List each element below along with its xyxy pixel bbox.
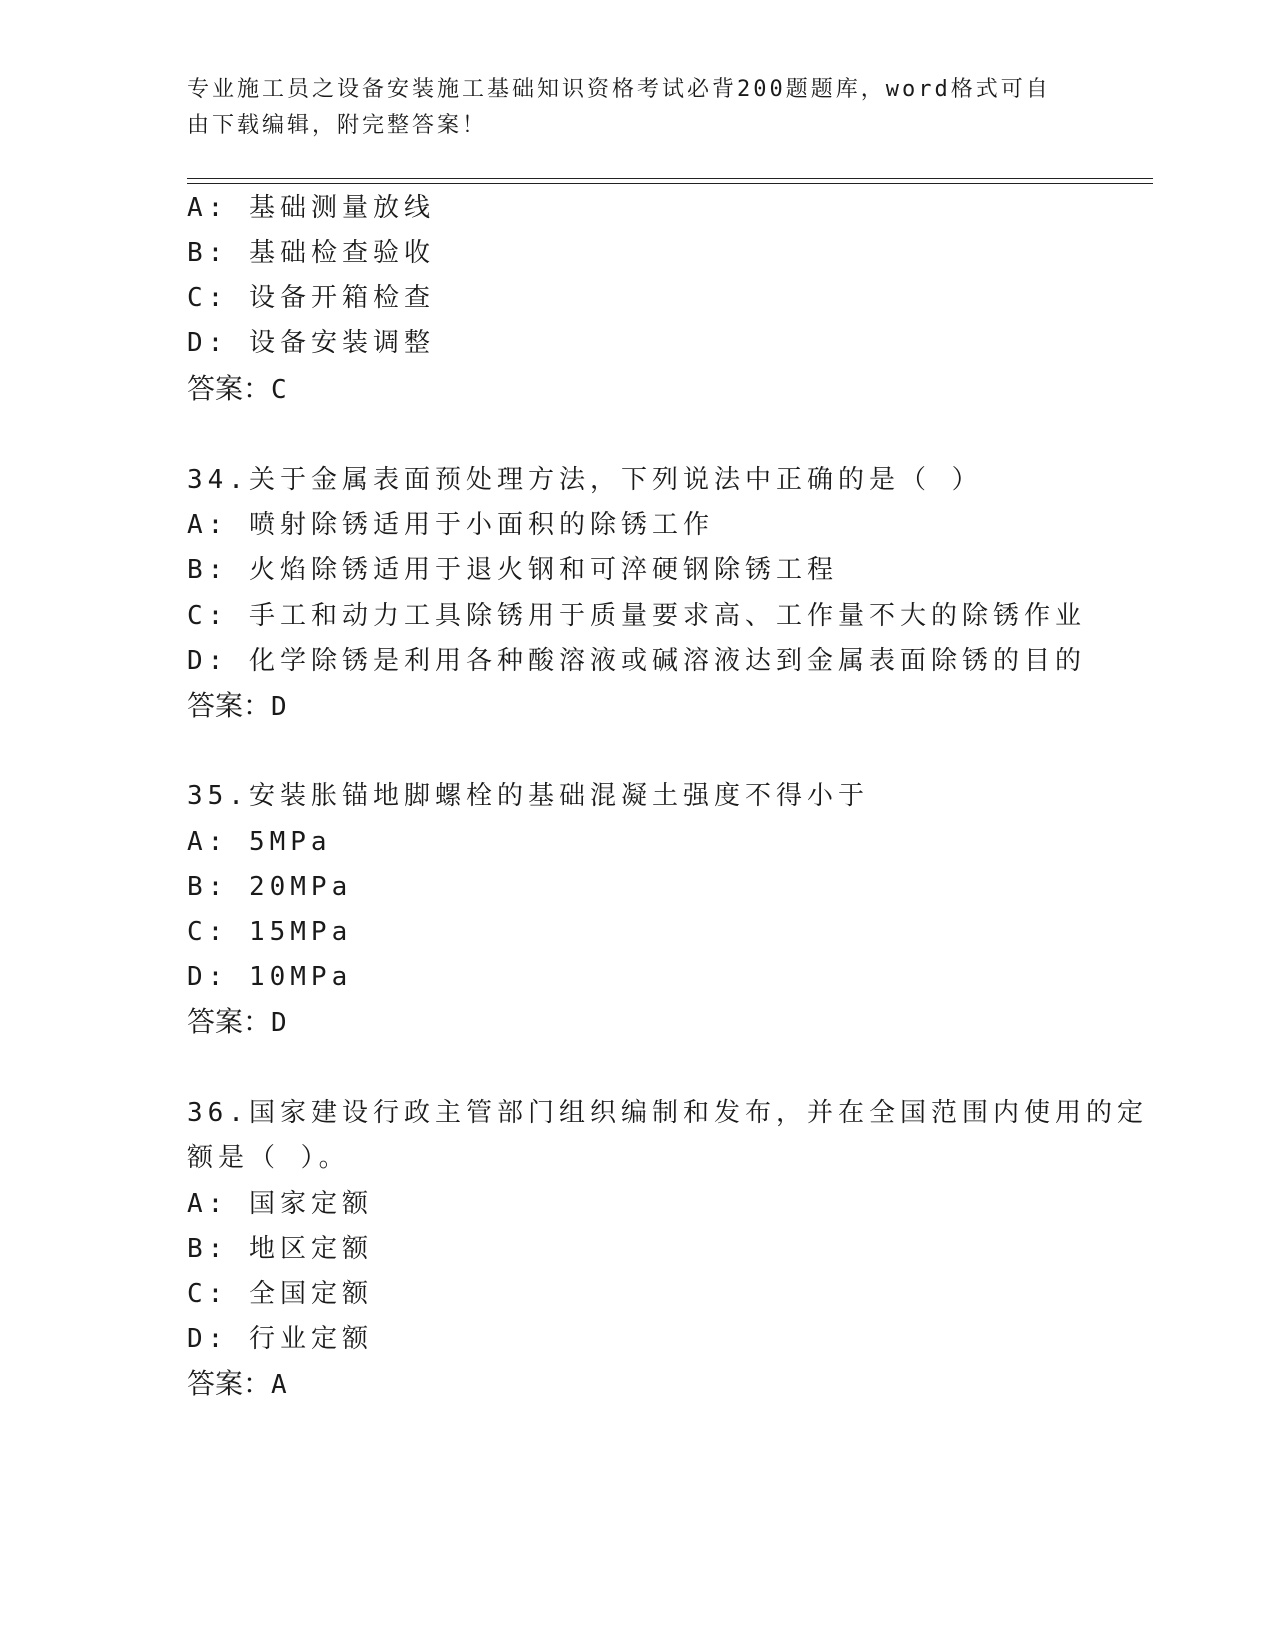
q36-answer [187, 1368, 287, 1401]
q35-option-d: D: 10MPa [187, 962, 353, 992]
answer-value: D [271, 1008, 287, 1038]
q33-option-c: C: 设备开箱检查 [187, 283, 435, 313]
q36-option-b: B: 地区定额 [187, 1234, 373, 1264]
answer-label: 答案： [187, 689, 272, 722]
q34-option-b: B: 火焰除锈适用于退火钢和可淬硬钢除锈工程 [187, 555, 838, 585]
answer-value: D [271, 692, 287, 722]
q36-question-line2: 额是（ ）。 [187, 1143, 350, 1173]
q34-answer [187, 690, 287, 723]
q34-option-c: C: 手工和动力工具除锈用于质量要求高、工作量不大的除锈作业 [187, 601, 1086, 631]
document-header: 专业施工员之设备安装施工基础知识资格考试必背200题题库，word格式可自由下载编辑，附完整答案！ [187, 77, 1051, 138]
q33-option-a: A: 基础测量放线 [187, 193, 435, 223]
answer-label: 答案： [187, 372, 272, 405]
q35-option-c: C: 15MPa [187, 917, 353, 947]
q33-answer [187, 373, 287, 406]
answer-value: A [271, 1370, 287, 1400]
q35-question: 35.安装胀锚地脚螺栓的基础混凝土强度不得小于 [187, 781, 869, 811]
q34-option-d: D: 化学除锈是利用各种酸溶液或碱溶液达到金属表面除锈的目的 [187, 646, 1086, 676]
header-divider-top [187, 178, 1153, 179]
q36-option-a: A: 国家定额 [187, 1189, 373, 1219]
q33-option-b: B: 基础检查验收 [187, 238, 435, 268]
q35-answer [187, 1006, 287, 1039]
q35-option-b: B: 20MPa [187, 872, 353, 902]
q36-option-c: C: 全国定额 [187, 1279, 373, 1309]
q33-option-d: D: 设备安装调整 [187, 328, 435, 358]
q36-option-d: D: 行业定额 [187, 1324, 373, 1354]
answer-value: C [271, 375, 287, 405]
answer-label: 答案： [187, 1367, 272, 1400]
q35-option-a: A: 5MPa [187, 827, 332, 857]
q36-question-line1: 36.国家建设行政主管部门组织编制和发布，并在全国范围内使用的定 [187, 1098, 1148, 1128]
q34-option-a: A: 喷射除锈适用于小面积的除锈工作 [187, 510, 714, 540]
answer-label: 答案： [187, 1005, 272, 1038]
header-divider-bottom [187, 183, 1153, 184]
q34-question: 34.关于金属表面预处理方法，下列说法中正确的是（ ） [187, 465, 983, 495]
